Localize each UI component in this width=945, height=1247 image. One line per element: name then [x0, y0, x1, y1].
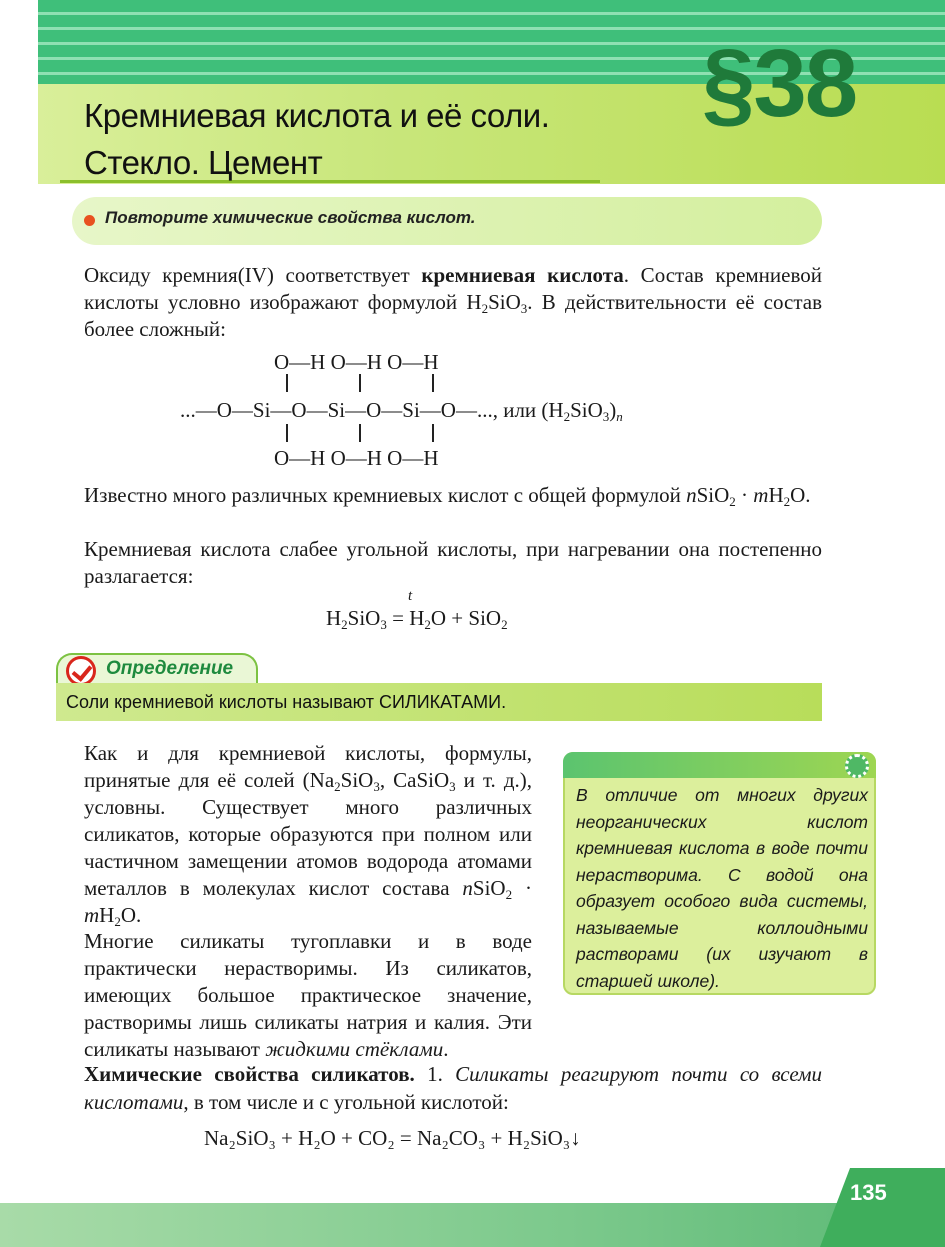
side-note-text: В отличие от многих других неорганических кислот кремниевая кислота в воде почти нерастворима. С водой она образует особого вида системы, называемые коллоидными растворами (их изучают в старшей школе).	[576, 785, 868, 991]
bond-line	[432, 424, 434, 442]
section-heading: Химические свойства силикатов.	[84, 1062, 415, 1086]
page-number: 135	[850, 1180, 887, 1205]
definition-title: Определение	[106, 658, 234, 679]
bond-line	[286, 424, 288, 442]
bond-line	[286, 374, 288, 392]
term-liquid-glass: жидкими стёклами	[265, 1037, 444, 1061]
paragraph-chemical-properties: Химические свойства силикатов. 1. Силикаты реагируют почти со всеми кислотами, в том числе и с угольной кислотой:	[84, 1062, 823, 1114]
paragraph-silicate-formulas: Как и для кремниевой кислоты, формулы, принятые для её солей ($Na_2SiO_3$, CaSiO$_3$ и т. д.), условны. Существует много различных силикатов, которые образуются при полном или частичном замещении атомов водорода атомами металлов в молекулах кислот состава nSiO$_2$ · $mH_2O$.	[84, 741, 533, 929]
term-silicic-acid: кремниевая кислота	[421, 263, 624, 287]
reaction-decomposition: t $H_2SiO_3 = H_2O + SiO_2$	[326, 588, 508, 632]
reaction-silicate-acid: Na₂SiO₃ + H₂O + CO₂ = Na₂CO₃ + H₂SiO₃↓	[204, 1126, 581, 1150]
bullet-icon	[84, 215, 95, 226]
definition-text: Соли кремниевой кислоты называют СИЛИКАТАМИ.	[66, 692, 507, 712]
paragraph-decomposition: Кремниевая кислота слабее угольной кислоты, при нагревании она постепенно разлагается:	[84, 537, 822, 588]
structure-middle-row: ...—O—Si—O—Si—O—Si—O—..., или $(H_2SiO_3)_n$	[180, 398, 623, 424]
page-title	[84, 92, 549, 186]
paragraph-badge	[690, 30, 945, 180]
paragraph-general-formula: Известно много различных кремниевых кислот с общей формулой nSiO$_2$ · $mH_2O$.	[84, 483, 811, 509]
side-note-header	[563, 752, 876, 778]
bond-line	[359, 424, 361, 442]
paragraph-silicate-solubility: Многие силикаты тугоплавки и в воде практически нерастворимы. Из силикатов, имеющих большое практическое значение, растворимы лишь силикаты натрия и калия. Эти силикаты называют жидкими стёклами.	[84, 929, 532, 1061]
structure-bottom-row: O—H O—H O—H	[274, 446, 439, 470]
title-line-2: Стекло. Цемент	[84, 144, 323, 181]
paragraph-number: §38	[702, 30, 857, 137]
info-icon	[845, 754, 869, 778]
bond-line	[359, 374, 361, 392]
intro-paragraph: Оксиду кремния(IV) соответствует кремниевая кислота. Состав кремниевой кислоты условно изображают формулой $H_2SiO_3$. В действительности её состав более сложный:	[84, 263, 822, 341]
checkmark-icon	[66, 656, 96, 686]
bond-line	[432, 374, 434, 392]
footer-band	[0, 1203, 945, 1247]
heat-symbol: t	[408, 588, 413, 604]
structure-top-row: O—H O—H O—H	[274, 350, 439, 374]
title-line-1: Кремниевая кислота и её соли.	[84, 97, 550, 134]
repeat-text: Повторите химические свойства кислот.	[105, 208, 476, 227]
